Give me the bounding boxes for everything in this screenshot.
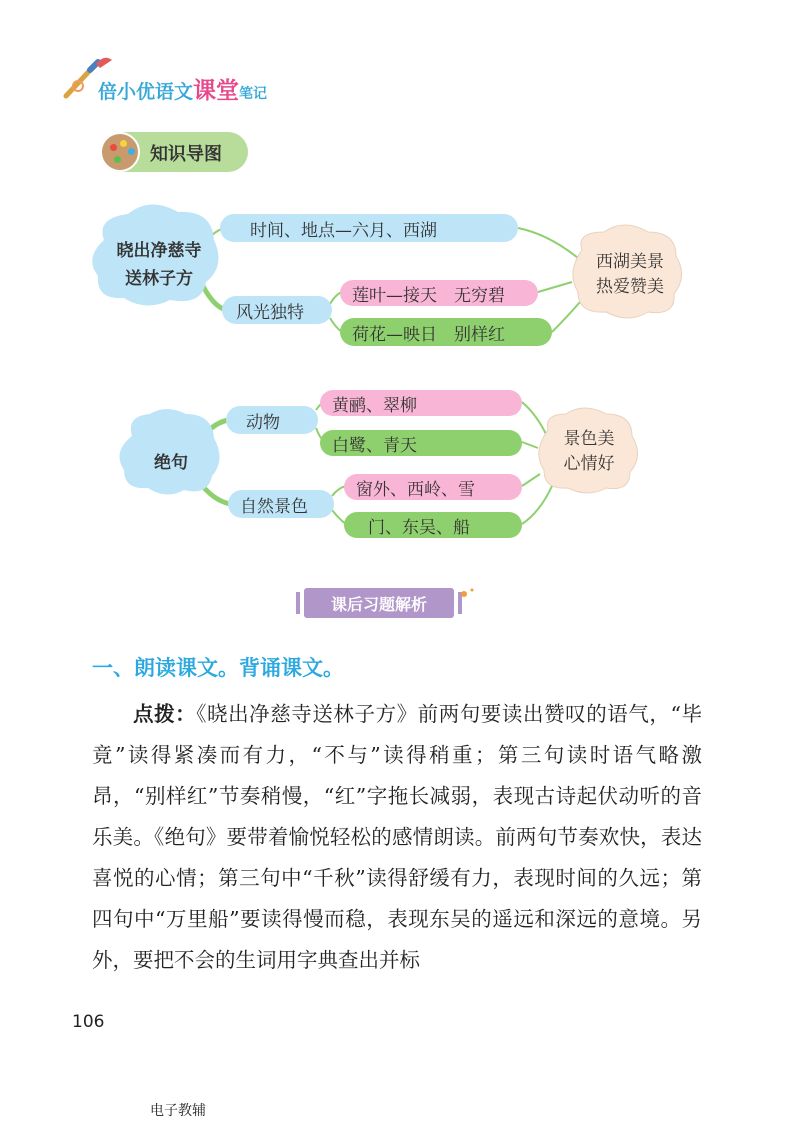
map2-leaf2-text: 白鹭、青天 (332, 435, 417, 456)
map2-summary-line1: 景色美 (563, 428, 615, 449)
map2-branch-nature (228, 490, 334, 518)
map1-center-node (100, 236, 218, 294)
map2-center-text: 绝句 (154, 452, 188, 473)
brand-notes: 笔记 (239, 86, 268, 102)
footer-label: 电子教辅 (150, 1103, 206, 1119)
hint-label: 点拨： (133, 702, 197, 726)
map1-branch1-text: 时间、地点—六月、西湖 (250, 220, 437, 241)
exercise-banner (304, 588, 454, 618)
knowledge-map-label: 知识导图 (150, 144, 222, 165)
map2-leaf-egrets-sky (320, 430, 522, 456)
map1-branch-scenery (222, 296, 332, 324)
hint-text: 《晓出净慈寺送林子方》前两句要读出赞叹的语气，“毕竟”读得紧凑而有力，“不与”读得稍重；第三句读时语气略激昂，“别样红”节奏稍慢，“红”字拖长减弱，表现古诗起伏动听的音乐美。《绝句》要带着愉悦轻松的感情朗读。前两句节奏欢快，表达喜悦的心情；第三句中“千秋”读得舒缓有力，表现时间的久远；第四句中“万里船”要读得慢而稳，表现东吴的遥远和深远的意境。另外，要把不会的生词用字典查出并标 (92, 702, 703, 972)
map2-branch2-text: 自然景色 (240, 496, 308, 517)
map2-summary-node (544, 420, 634, 484)
map1-leaf-lotus-leaves (340, 280, 538, 306)
map1-summary-line1: 西湖美景 (596, 251, 664, 272)
map2-summary-line2: 心情好 (563, 454, 615, 474)
map1-summary-line2: 热爱赞美 (596, 277, 664, 297)
map2-leaf1-text: 黄鹂、翠柳 (332, 395, 417, 416)
map1-summary-node (578, 240, 682, 310)
section-heading: 一、朗读课文。背诵课文。 (92, 656, 344, 680)
map1-leaf-lotus-flowers (340, 318, 552, 346)
map1-leaf2-text: 荷花—映日 别样红 (352, 324, 505, 345)
map1-branch-time-place (220, 214, 518, 242)
map2-branch1-text: 动物 (246, 412, 280, 433)
map2-leaf4-text: 门、东吴、船 (368, 517, 470, 538)
map1-center-text: 晓出净慈寺送林子方 (116, 241, 202, 289)
brand-name: 倍小优语文 (98, 81, 194, 103)
map1-leaf1-text: 莲叶—接天 无穷碧 (352, 285, 505, 306)
map2-leaf-orioles-willows (320, 390, 522, 416)
page-number: 106 (72, 1012, 105, 1032)
brand-classroom: 课堂 (193, 78, 240, 104)
hint-paragraph (92, 694, 702, 981)
exercise-banner-text: 课后习题解析 (330, 594, 427, 614)
map2-leaf-window-snow (344, 474, 522, 500)
map2-leaf3-text: 窗外、西岭、雪 (356, 479, 475, 500)
map2-branch-animals (226, 406, 318, 434)
sparkle-icon (458, 586, 478, 602)
map1-branch2-text: 风光独特 (236, 302, 304, 323)
map2-leaf-door-boat (344, 512, 522, 538)
map2-center-node (128, 440, 214, 480)
